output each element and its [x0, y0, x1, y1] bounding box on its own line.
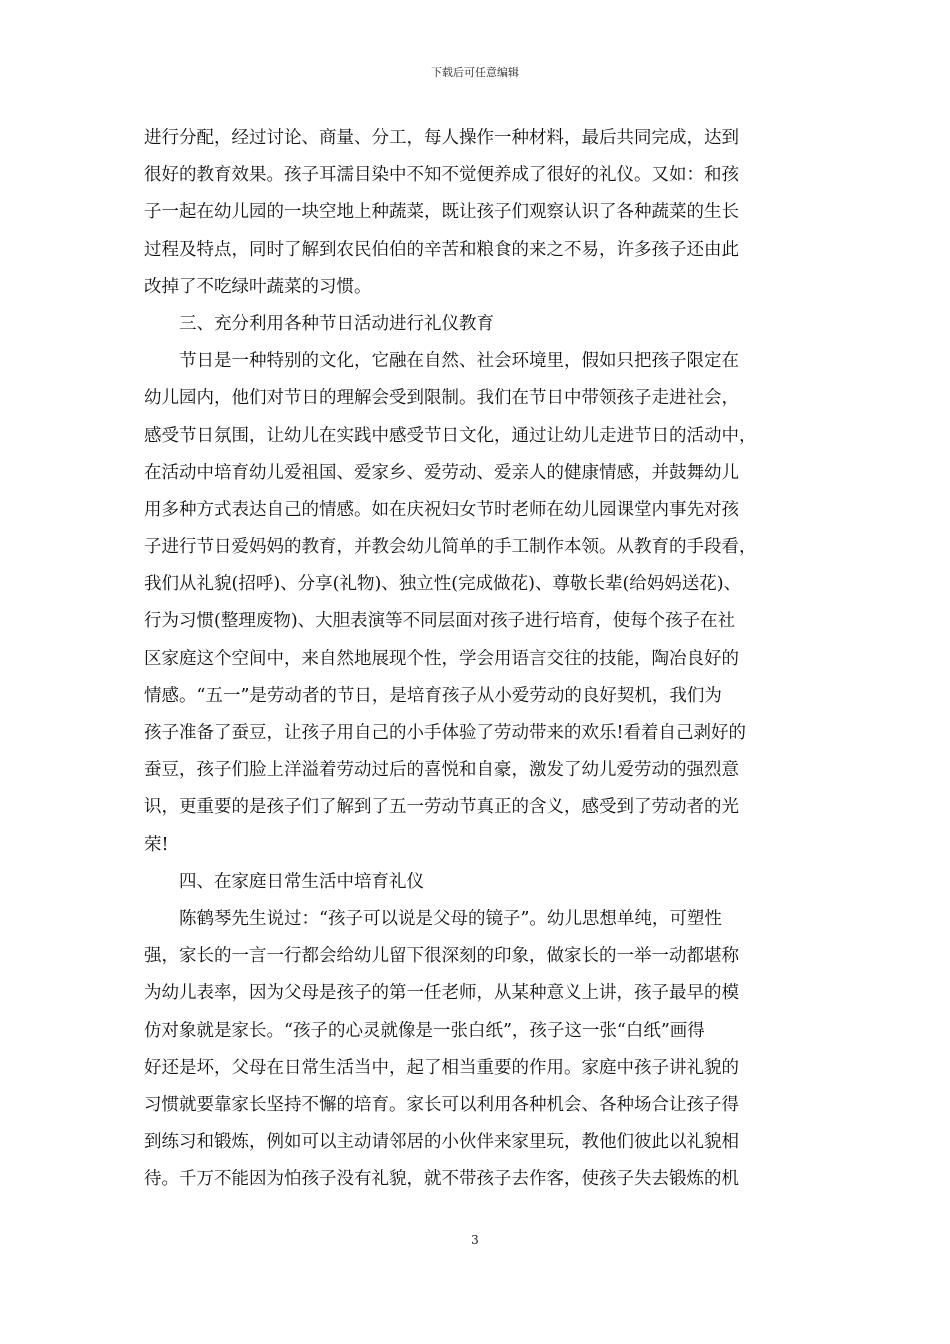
- text-line: 过程及特点，同时了解到农民伯伯的辛苦和粮食的来之不易，许多孩子还由此: [144, 239, 739, 260]
- text-line: 很好的教育效果。孩子耳濡目染中不知不觉便养成了很好的礼仪。又如：和孩: [144, 165, 739, 186]
- text-line: 强，家长的一言一行都会给幼儿留下很深刻的印象，做家长的一举一动都堪称: [144, 946, 739, 967]
- text-line: 进行分配，经过讨论、商量、分工，每人操作一种材料，最后共同完成，达到: [144, 128, 739, 148]
- section-heading: 三、充分利用各种节日活动进行礼仪教育: [179, 313, 494, 334]
- page-header: [0, 66, 950, 80]
- text-line: 仿对象就是家长。“孩子的心灵就像是一张白纸”，孩子这一张“白纸”画得: [144, 1020, 705, 1041]
- text-line: 习惯就要靠家长坚持不懈的培育。家长可以利用各种机会、各种场合让孩子得: [144, 1094, 739, 1115]
- text-line: 区家庭这个空间中，来自然地展现个性，学会用语言交往的技能，陶冶良好的: [144, 648, 739, 669]
- text-line: 待。千万不能因为怕孩子没有礼貌，就不带孩子去作客，使孩子失去锻炼的机: [144, 1169, 739, 1190]
- text-line: 荣!: [144, 834, 169, 855]
- text-line: 为幼儿表率，因为父母是孩子的第一任老师，从某种意义上讲，孩子最早的模: [144, 983, 739, 1004]
- text-line: 幼儿园内，他们对节日的理解会受到限制。我们在节日中带领孩子走进社会，: [144, 388, 739, 409]
- page-number-value: 3: [471, 1233, 479, 1247]
- text-line: 改掉了不吃绿叶蔬菜的习惯。: [144, 276, 372, 297]
- text-line: 子一起在幼儿园的一块空地上种蔬菜，既让孩子们观察认识了各种蔬菜的生长: [144, 202, 739, 223]
- text-line: 蚕豆，孩子们脸上洋溢着劳动过后的喜悦和自豪，激发了幼儿爱劳动的强烈意: [144, 760, 739, 781]
- paragraph-first-line: 陈鹤琴先生说过：“孩子可以说是父母的镜子”。幼儿思想单纯，可塑性: [179, 908, 722, 929]
- text-line: 好还是坏，父母在日常生活当中，起了相当重要的作用。家庭中孩子讲礼貌的: [144, 1057, 739, 1078]
- text-line: 我们从礼貌(招呼)、分享(礼物)、独立性(完成做花)、尊敬长辈(给妈妈送花)、: [144, 574, 742, 595]
- text-line: 孩子准备了蚕豆，让孩子用自己的小手体验了劳动带来的欢乐!看着自己剥好的: [144, 723, 747, 743]
- header-note: 下载后可任意编辑: [431, 66, 519, 79]
- text-line: 行为习惯(整理废物)、大胆表演等不同层面对孩子进行培育，使每个孩子在社: [144, 611, 736, 632]
- text-line: 在活动中培育幼儿爱祖国、爱家乡、爱劳动、爱亲人的健康情感，并鼓舞幼儿: [144, 462, 739, 483]
- text-line: 情感。“五一”是劳动者的节日，是培育孩子从小爱劳动的良好契机，我们为: [144, 685, 722, 706]
- text-line: 用多种方式表达自己的情感。如在庆祝妇女节时老师在幼儿园课堂内事先对孩: [144, 499, 739, 520]
- text-line: 感受节日氛围，让幼儿在实践中感受节日文化，通过让幼儿走进节日的活动中，: [144, 425, 757, 446]
- text-line: 识，更重要的是孩子们了解到了五一劳动节真正的含义，感受到了劳动者的光: [144, 797, 739, 818]
- section-heading: 四、在家庭日常生活中培育礼仪: [179, 871, 424, 892]
- text-line: 子进行节日爱妈妈的教育，并教会幼儿简单的手工制作本领。从教育的手段看，: [144, 537, 757, 558]
- page-number: [0, 1233, 950, 1247]
- text-line: 到练习和锻炼，例如可以主动请邻居的小伙伴来家里玩，教他们彼此以礼貌相: [144, 1132, 739, 1153]
- document-body: [144, 120, 806, 1198]
- paragraph-first-line: 节日是一种特别的文化，它融在自然、社会环境里，假如只把孩子限定在: [179, 351, 739, 372]
